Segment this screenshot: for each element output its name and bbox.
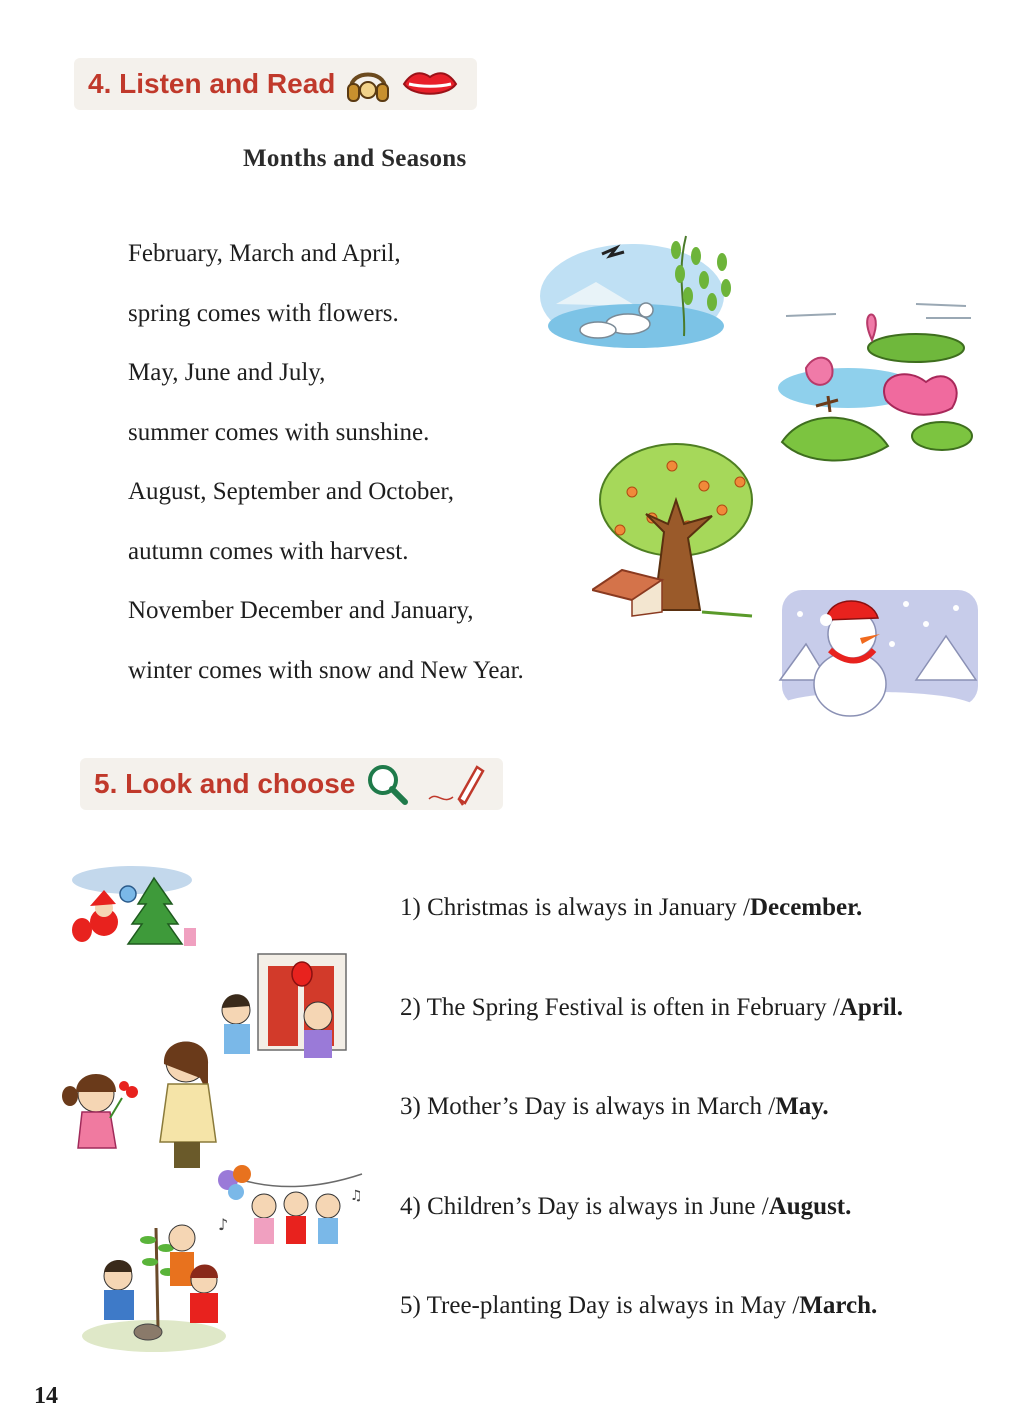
choice-item (400, 888, 903, 988)
option-b[interactable]: May. (775, 1093, 829, 1120)
choice-item (400, 1286, 903, 1386)
option-b[interactable]: December. (749, 894, 863, 921)
choice-item (400, 988, 903, 1088)
lips-icon (401, 68, 459, 100)
option-a[interactable]: March (696, 1093, 762, 1120)
poem (128, 234, 524, 710)
page-number: 14 (34, 1383, 58, 1409)
item-text: Mother’s Day is always in (427, 1093, 691, 1120)
option-a[interactable]: February (736, 993, 827, 1021)
option-separator: / (761, 1192, 769, 1220)
svg-text:♫: ♫ (350, 1188, 363, 1204)
option-a[interactable]: May (740, 1292, 787, 1319)
option-separator: / (743, 894, 750, 921)
option-separator: / (832, 993, 840, 1021)
option-b[interactable]: March. (799, 1292, 878, 1319)
option-a[interactable]: January (659, 894, 737, 921)
pencil-icon (423, 761, 485, 807)
headphones-icon (345, 62, 391, 106)
section-5-heading (80, 758, 503, 810)
poem-line: summer comes with sunshine. (128, 418, 430, 446)
childrens-day-illustration (214, 1160, 370, 1256)
choice-item (400, 1087, 903, 1187)
tree-planting-illustration (78, 1218, 230, 1354)
option-separator: / (792, 1292, 800, 1319)
poem-line: November December and January, (128, 597, 474, 624)
item-text: Tree-planting Day is always in (426, 1292, 735, 1319)
spring-festival-illustration (218, 950, 350, 1062)
item-text: Christmas is always in (427, 894, 653, 921)
poem-title: Months and Seasons (243, 145, 467, 172)
item-number: 1) (400, 894, 421, 921)
poem-line: autumn comes with harvest. (128, 537, 409, 565)
svg-text:♪: ♪ (218, 1215, 229, 1234)
winter-snowman-illustration (776, 584, 982, 726)
mothers-day-illustration (56, 1038, 220, 1172)
item-number: 2) (400, 993, 421, 1021)
item-number: 4) (400, 1192, 421, 1220)
spring-scene-illustration (536, 226, 740, 354)
christmas-illustration (68, 864, 198, 952)
poem-line: winter comes with snow and New Year. (128, 656, 524, 684)
section-5-title: 5. Look and choose (94, 768, 356, 799)
choice-item (400, 1187, 903, 1287)
item-text: The Spring Festival is often in (426, 993, 731, 1021)
section-4-title: 4. Listen and Read (88, 68, 336, 99)
section-4-heading (74, 58, 477, 110)
choice-list (400, 888, 903, 1386)
item-number: 5) (400, 1292, 421, 1319)
magnifier-icon (365, 762, 413, 806)
item-number: 3) (400, 1093, 421, 1120)
poem-line: August, September and October, (128, 478, 455, 505)
option-separator: / (768, 1093, 776, 1120)
poem-line: spring comes with flowers. (128, 299, 399, 327)
autumn-tree-illustration (592, 440, 762, 620)
option-b[interactable]: April. (839, 993, 903, 1021)
summer-lotus-illustration (776, 296, 976, 474)
poem-line: May, June and July, (128, 359, 326, 386)
option-a[interactable]: June (709, 1192, 756, 1220)
item-text: Children’s Day is always in (427, 1192, 704, 1220)
option-b[interactable]: August. (768, 1192, 852, 1220)
poem-line: February, March and April, (128, 240, 401, 267)
